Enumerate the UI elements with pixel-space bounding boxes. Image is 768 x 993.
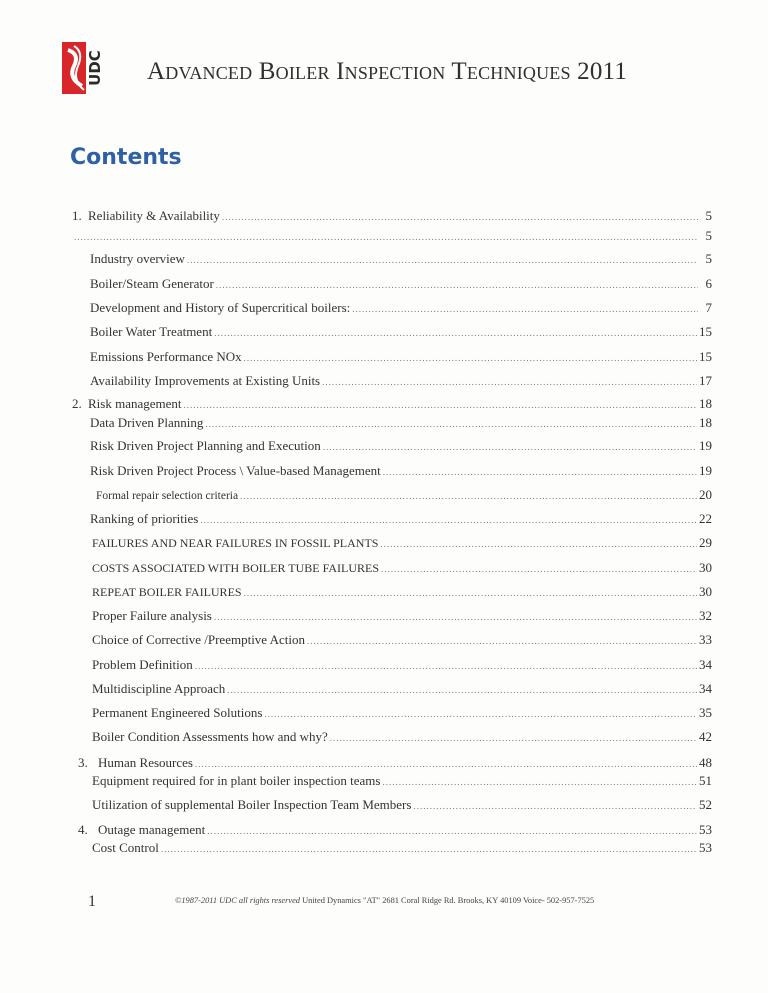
toc-leader xyxy=(322,377,697,387)
toc-page: 15 xyxy=(699,324,712,339)
toc-page: 32 xyxy=(699,608,712,623)
toc-leader xyxy=(222,212,698,222)
toc-entry[interactable] xyxy=(92,657,712,673)
toc-page: 48 xyxy=(699,755,712,770)
toc-leader xyxy=(352,304,698,314)
toc-entry[interactable] xyxy=(78,755,712,771)
toc-page: 5 xyxy=(705,251,712,266)
toc-entry[interactable] xyxy=(92,560,712,576)
toc-entry[interactable] xyxy=(90,251,712,267)
toc-leader xyxy=(244,588,697,598)
toc-label: Problem Definition xyxy=(92,657,193,672)
toc-entry[interactable] xyxy=(92,773,712,789)
toc-page: 34 xyxy=(699,681,712,696)
toc-page: 35 xyxy=(699,705,712,720)
toc-label: Equipment required for in plant boiler inspection teams xyxy=(92,773,381,788)
toc-number: 1. xyxy=(72,208,82,223)
toc-label: Development and History of Supercritical boilers: xyxy=(90,300,351,315)
toc-entry[interactable] xyxy=(92,535,712,551)
toc-leader xyxy=(382,777,697,787)
toc-leader xyxy=(187,255,698,265)
toc-label: Boiler Condition Assessments how and why? xyxy=(92,729,328,744)
toc-leader xyxy=(195,759,697,769)
toc-page: 33 xyxy=(699,632,712,647)
toc-page: 30 xyxy=(699,584,712,599)
toc-entry[interactable] xyxy=(92,681,712,697)
toc-entry[interactable] xyxy=(90,373,712,389)
toc-leader xyxy=(216,280,698,290)
toc-entry[interactable] xyxy=(90,463,712,479)
toc-leader xyxy=(307,636,697,646)
logo-text: UDC xyxy=(86,50,104,86)
toc-leader xyxy=(383,467,697,477)
toc-label: FAILURES AND NEAR FAILURES IN FOSSIL PLANTS xyxy=(92,536,379,550)
toc-entry[interactable] xyxy=(96,487,712,503)
footer-text xyxy=(175,896,594,905)
toc-label: Risk Driven Project Planning and Execution xyxy=(90,438,321,453)
toc-label: Risk Driven Project Process \ Value-based Management xyxy=(90,463,381,478)
toc-leader xyxy=(381,564,697,574)
toc-label: Proper Failure analysis xyxy=(92,608,212,623)
toc-entry[interactable] xyxy=(78,822,712,838)
toc-leader xyxy=(214,328,697,338)
toc-entry[interactable] xyxy=(90,324,712,340)
copyright-text: ©1987-2011 UDC all rights reserved xyxy=(175,896,300,905)
document-title: Advanced Boiler Inspection Techniques 2011 xyxy=(147,58,628,85)
toc-leader xyxy=(195,661,697,671)
toc-page: 51 xyxy=(699,773,712,788)
toc-entry[interactable] xyxy=(92,608,712,624)
toc-entry[interactable] xyxy=(90,300,712,316)
toc-label: Formal repair selection criteria xyxy=(96,490,239,502)
toc-label: Cost Control xyxy=(92,840,159,855)
toc-label: Boiler/Steam Generator xyxy=(90,276,214,291)
contents-heading: Contents xyxy=(70,145,182,170)
toc-page: 42 xyxy=(699,729,712,744)
toc-entry[interactable] xyxy=(92,729,712,745)
toc-leader xyxy=(214,612,697,622)
toc-number: 3. xyxy=(78,755,88,770)
toc-entry[interactable] xyxy=(90,511,712,527)
toc-label: Boiler Water Treatment xyxy=(90,324,213,339)
toc-page: 15 xyxy=(699,349,712,364)
toc-entry[interactable] xyxy=(92,632,712,648)
toc-page: 18 xyxy=(699,415,712,430)
toc-entry[interactable] xyxy=(90,276,712,292)
toc-number: 2. xyxy=(72,396,82,411)
toc-leader xyxy=(380,539,697,549)
toc-page: 30 xyxy=(699,560,712,575)
toc-label: Availability Improvements at Existing Units xyxy=(90,373,321,388)
toc-entry[interactable] xyxy=(72,396,712,412)
toc-leader xyxy=(184,400,697,410)
toc-page: 17 xyxy=(699,373,712,388)
toc-label: Permanent Engineered Solutions xyxy=(92,705,263,720)
toc-entry[interactable] xyxy=(72,208,712,224)
toc-page: 19 xyxy=(699,438,712,453)
toc-page: 6 xyxy=(705,276,712,291)
toc-entry[interactable] xyxy=(92,840,712,856)
udc-logo xyxy=(60,38,106,98)
toc-page: 18 xyxy=(699,396,712,411)
toc-label: Industry overview xyxy=(90,251,185,266)
toc-label: Human Resources xyxy=(98,755,193,770)
toc-page: 22 xyxy=(699,511,712,526)
toc-leader xyxy=(323,442,697,452)
toc-label: Risk management xyxy=(88,396,182,411)
toc-label: Emissions Performance NOx xyxy=(90,349,242,364)
toc-entry[interactable] xyxy=(92,705,712,721)
toc-page: 34 xyxy=(699,657,712,672)
toc-leader xyxy=(200,515,697,525)
toc-page: 52 xyxy=(699,797,712,812)
toc-label: Data Driven Planning xyxy=(90,415,204,430)
toc-page: 7 xyxy=(705,300,712,315)
toc-leader xyxy=(330,733,697,743)
toc-page: 19 xyxy=(699,463,712,478)
toc-page: 5 xyxy=(705,228,712,243)
toc-leader xyxy=(264,709,697,719)
toc-label: REPEAT BOILER FAILURES xyxy=(92,585,242,599)
toc-label: Choice of Corrective /Preemptive Action xyxy=(92,632,305,647)
toc-leader xyxy=(227,685,697,695)
toc-leader xyxy=(240,491,697,501)
toc-label: COSTS ASSOCIATED WITH BOILER TUBE FAILURES xyxy=(92,561,380,575)
toc-leader xyxy=(244,353,697,363)
toc-number: 4. xyxy=(78,822,88,837)
toc-leader xyxy=(74,232,698,242)
udc-logo-graphic xyxy=(60,38,106,98)
toc-label: Multidiscipline Approach xyxy=(92,681,226,696)
toc-leader xyxy=(413,801,697,811)
toc-page: 29 xyxy=(699,535,712,550)
toc-entry[interactable] xyxy=(92,797,712,813)
toc-leader xyxy=(161,844,697,854)
toc-entry[interactable] xyxy=(90,438,712,454)
toc-entry[interactable] xyxy=(92,584,712,600)
toc-label: Ranking of priorities xyxy=(90,511,199,526)
toc-leader xyxy=(207,826,697,836)
toc-entry[interactable] xyxy=(72,228,712,244)
page-number: 1 xyxy=(88,893,96,910)
toc-page: 20 xyxy=(699,487,712,502)
toc-entry[interactable] xyxy=(90,415,712,431)
toc-label: Outage management xyxy=(98,822,206,837)
toc-label: Reliability & Availability xyxy=(88,208,220,223)
address-text: United Dynamics "AT" 2681 Coral Ridge Rd. Brooks, KY 40109 Voice- 502-957-7525 xyxy=(302,896,595,905)
toc-leader xyxy=(205,419,697,429)
toc-label: Utilization of supplemental Boiler Inspection Team Members xyxy=(92,797,412,812)
toc-page: 53 xyxy=(699,840,712,855)
toc-page: 5 xyxy=(705,208,712,223)
toc-page: 53 xyxy=(699,822,712,837)
toc-entry[interactable] xyxy=(90,349,712,365)
